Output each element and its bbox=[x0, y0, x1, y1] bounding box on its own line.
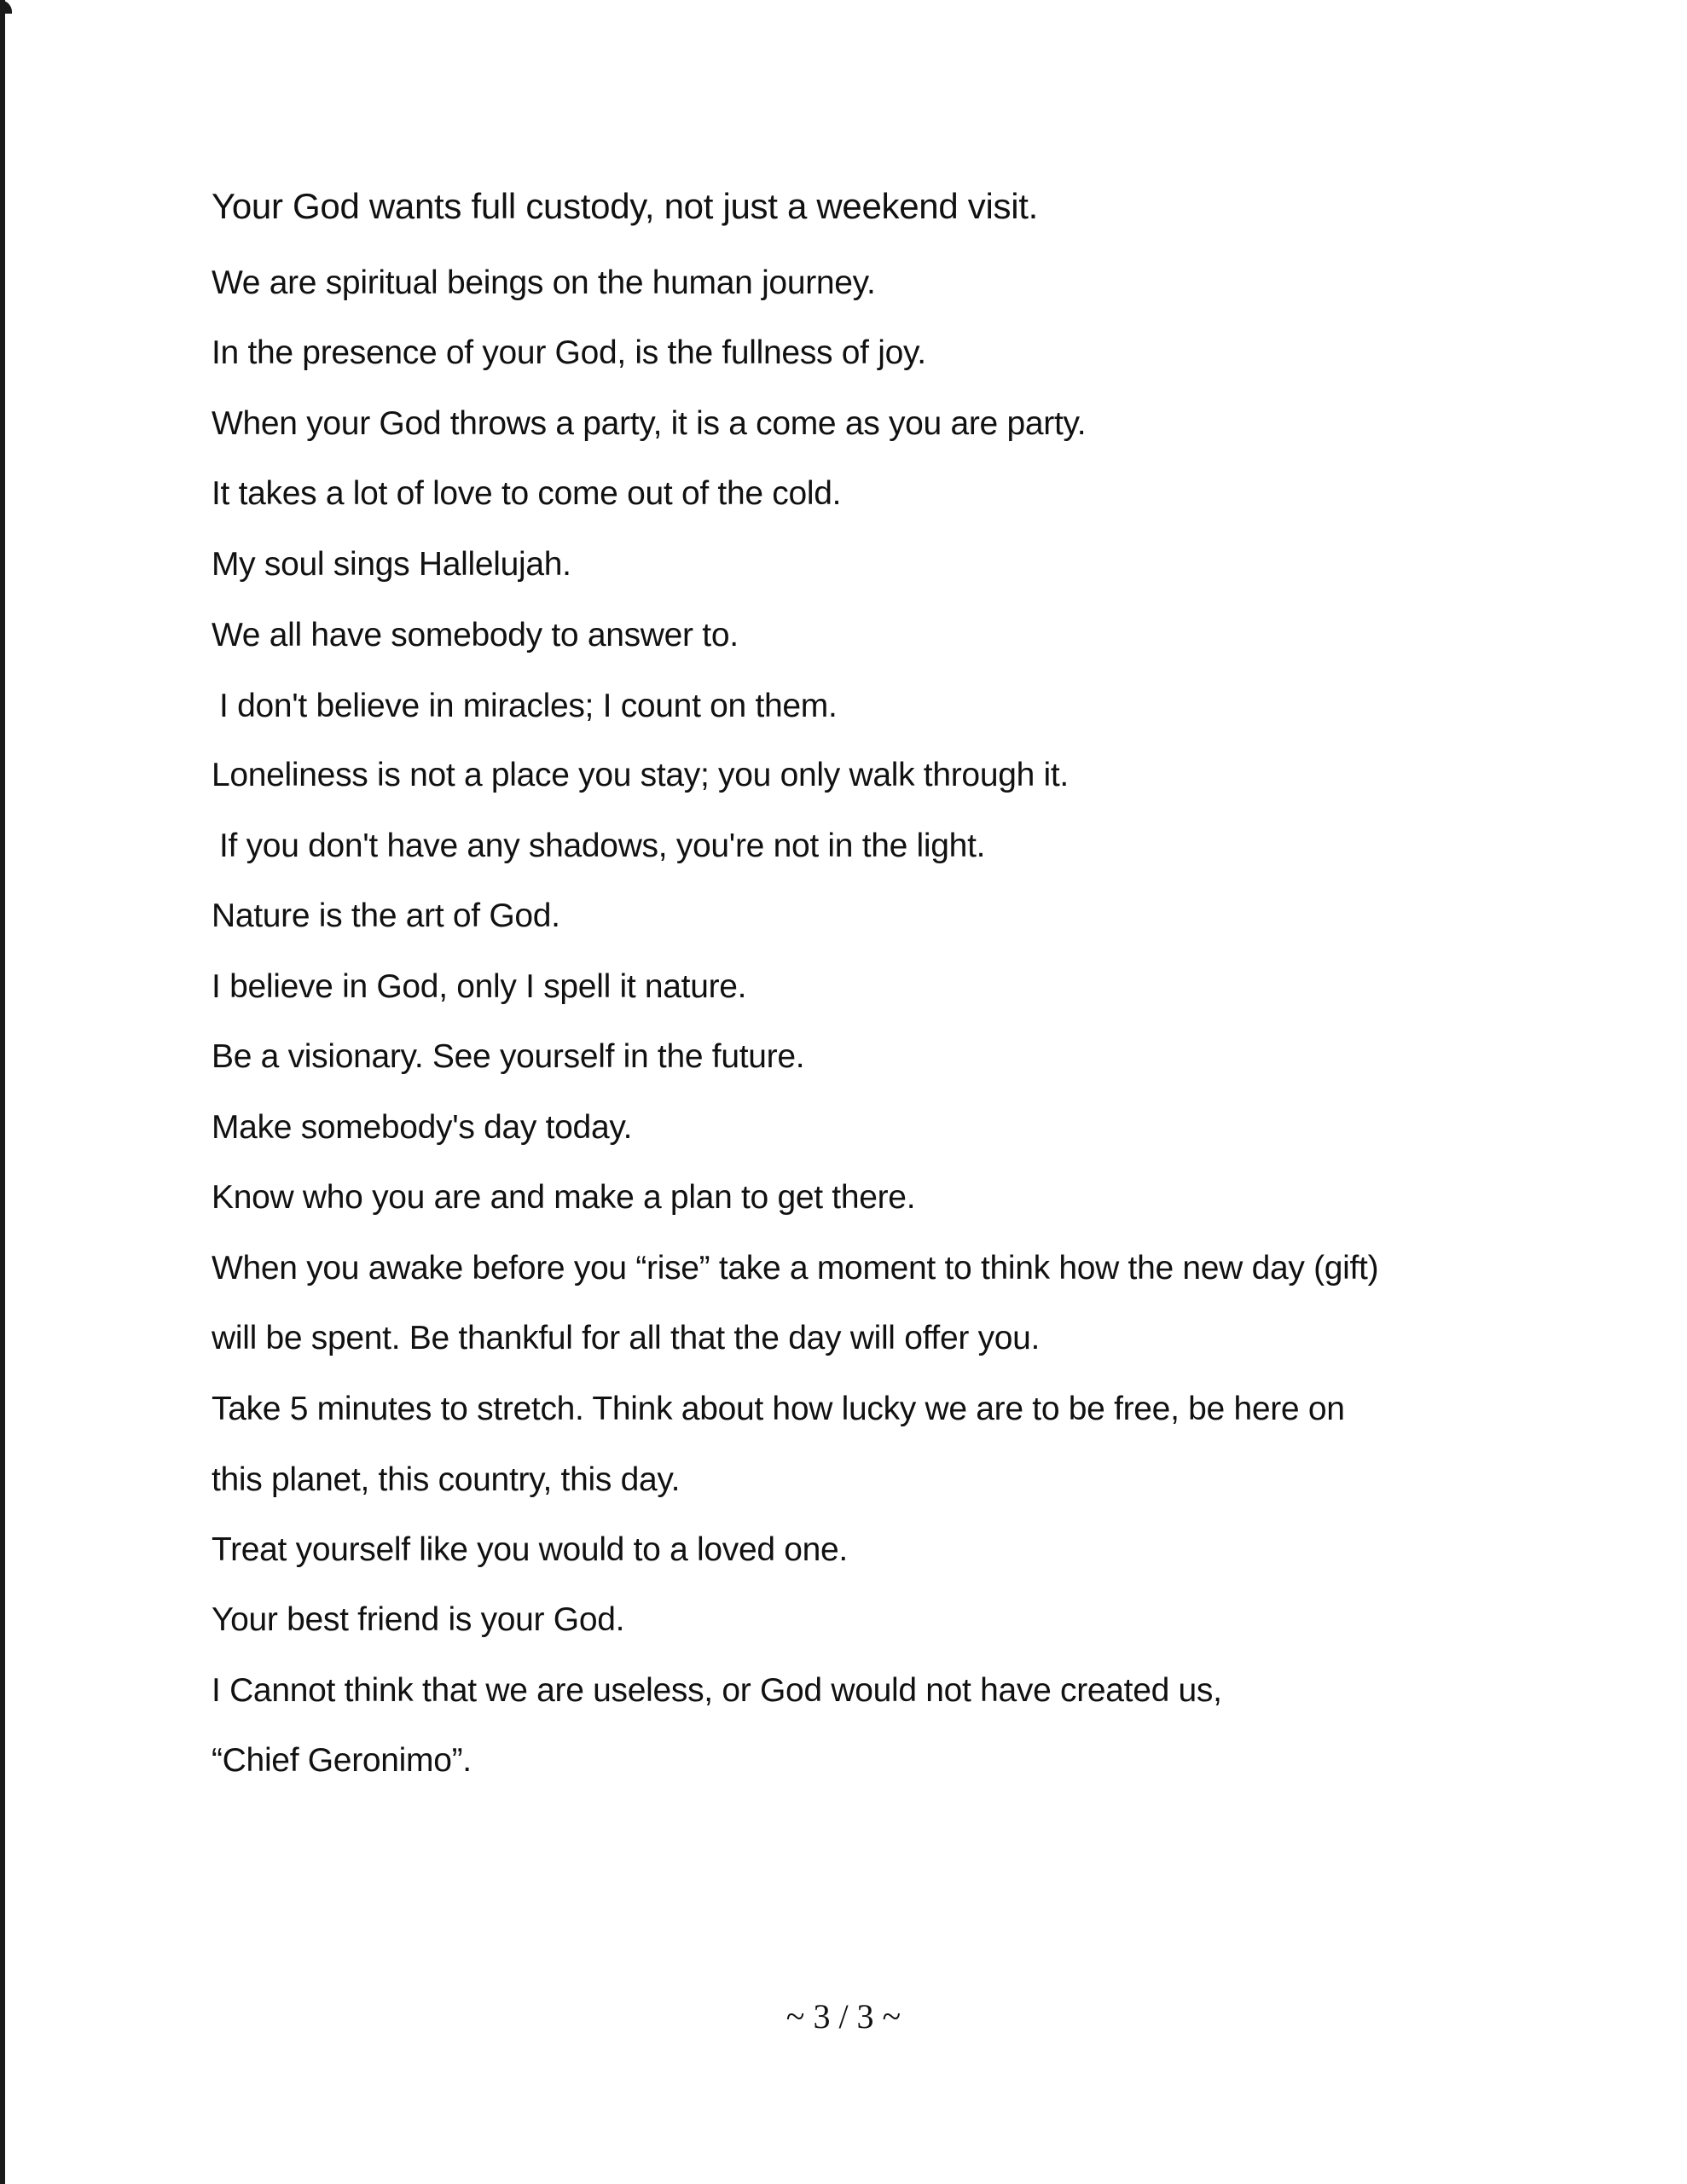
quote-line: Make somebody's day today. bbox=[212, 1109, 633, 1146]
quote-line: Nature is the art of God. bbox=[212, 897, 560, 934]
quote-line: My soul sings Hallelujah. bbox=[212, 546, 571, 583]
quote-line: When you awake before you “rise” take a moment to think how the new day (gift) bbox=[212, 1250, 1379, 1287]
quote-line: will be spent. Be thankful for all that the day will offer you. bbox=[212, 1320, 1041, 1356]
quote-line: I don't believe in miracles; I count on them. bbox=[219, 688, 838, 724]
quote-line: Take 5 minutes to stretch. Think about how lucky we are to be free, be here on bbox=[212, 1391, 1345, 1427]
quote-line: Treat yourself like you would to a loved one. bbox=[212, 1531, 848, 1568]
quote-line: Know who you are and make a plan to get there. bbox=[212, 1179, 916, 1216]
quote-line: We all have somebody to answer to. bbox=[212, 617, 739, 653]
quote-line: Your best friend is your God. bbox=[212, 1601, 625, 1638]
quote-line: If you don't have any shadows, you're not in the light. bbox=[219, 828, 986, 864]
page-number: ~ 3 / 3 ~ bbox=[786, 1997, 901, 2036]
quote-line: this planet, this country, this day. bbox=[212, 1461, 681, 1498]
quote-line: Loneliness is not a place you stay; you only walk through it. bbox=[212, 757, 1069, 793]
quote-line: It takes a lot of love to come out of the cold. bbox=[212, 475, 842, 512]
quote-line: Be a visionary. See yourself in the future. bbox=[212, 1038, 805, 1075]
quote-line: When your God throws a party, it is a come as you are party. bbox=[212, 405, 1087, 442]
quote-line: “Chief Geronimo”. bbox=[212, 1742, 472, 1779]
quote-line: In the presence of your God, is the fullness of joy. bbox=[212, 334, 926, 371]
quote-line: Your God wants full custody, not just a weekend visit. bbox=[212, 186, 1038, 226]
quote-line: We are spiritual beings on the human journey. bbox=[212, 264, 876, 301]
quote-line: I Cannot think that we are useless, or God would not have created us, bbox=[212, 1672, 1222, 1709]
quote-line: I believe in God, only I spell it nature. bbox=[212, 968, 747, 1005]
